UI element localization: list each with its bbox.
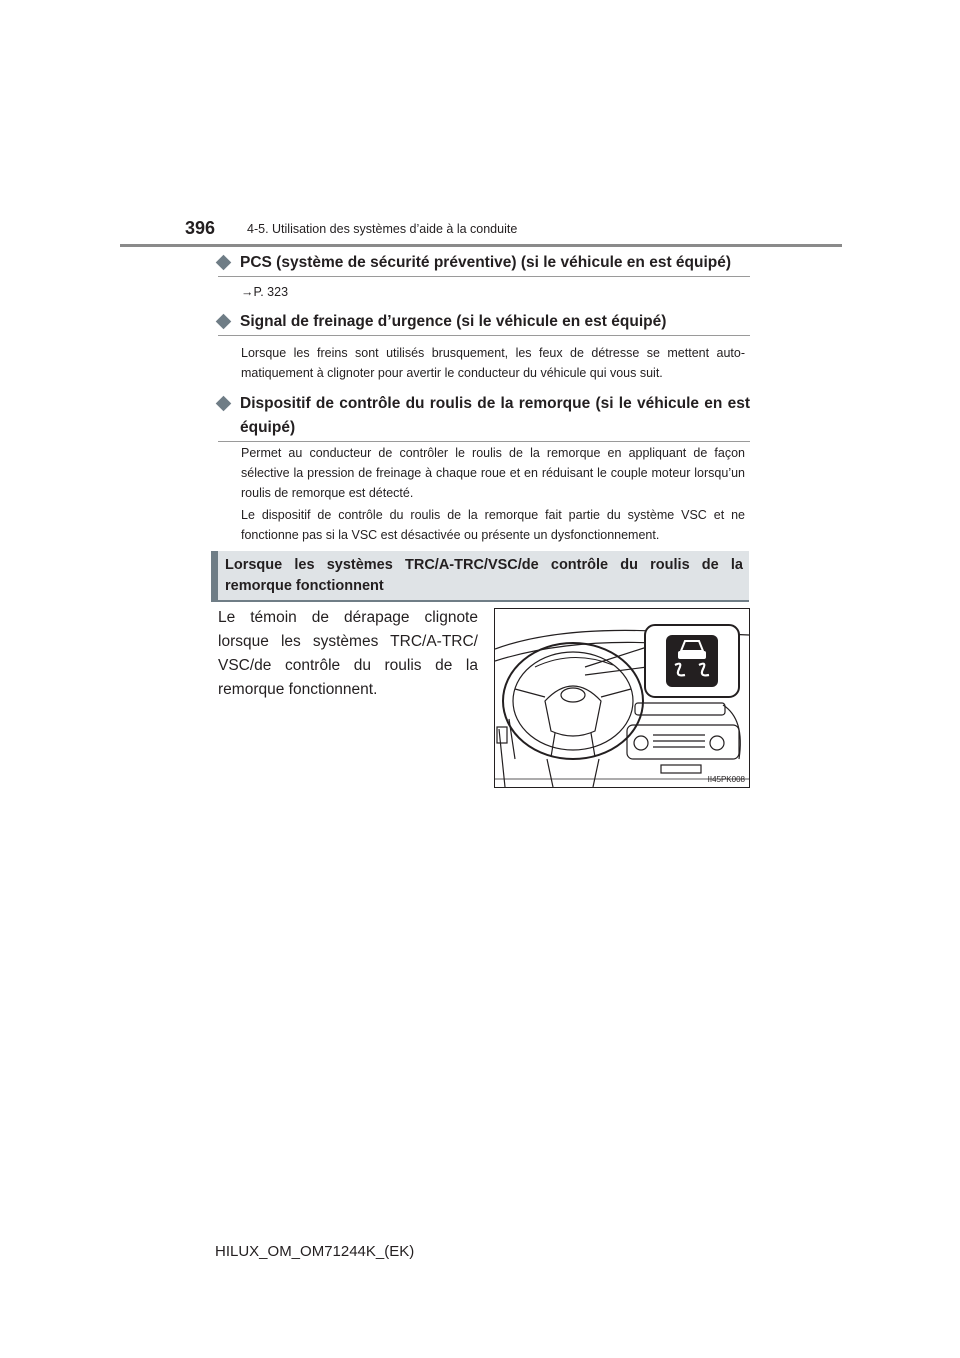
section-heading-pcs: [218, 251, 750, 275]
paragraph: Permet au conducteur de contrôler le roulis de la remorque en appliquant de façon sélective la pression de freinage à chaque roue et en réduisant le couple moteur lorsqu’un roulis de remorque est détecté.: [241, 446, 745, 500]
box-title-text: Lorsque les systèmes TRC/A-TRC/VSC/de contrôle du roulis de la remorque fonctionnent: [225, 557, 743, 594]
section-rule: [218, 276, 750, 277]
page-reference: →P. 323: [241, 285, 289, 299]
section-title: Dispositif de contrôle du roulis de la remorque (si le véhicule en est équipé): [240, 395, 750, 436]
box-accent-bar: [211, 551, 218, 600]
header-rule: [120, 244, 842, 247]
paragraph: Lorsque les freins sont utilisés brusquement, les feux de détresse se mettent auto-matiquement à clignoter pour avertir le conducteur du véhicule qui vous suit.: [241, 346, 745, 380]
section-title: Signal de freinage d’urgence (si le véhicule en est équipé): [240, 313, 667, 330]
dashboard-drawing: [495, 609, 749, 787]
page-number: 396: [185, 218, 216, 238]
dashboard-illustration: [494, 608, 750, 788]
document-code: HILUX_OM_OM71244K_(EK): [215, 1243, 415, 1260]
section-rule: [218, 441, 750, 442]
paragraph: Le dispositif de contrôle du roulis de la remorque fait partie du système VSC et ne fonctionne pas si la VSC est désactivée ou présente un dysfonctionnement.: [241, 508, 745, 542]
section-title: PCS (système de sécurité préventive) (si le véhicule en est équipé): [240, 254, 732, 271]
section-heading-trailer-sway-control: [218, 392, 750, 440]
info-box-title: [211, 551, 749, 602]
slip-indicator-icon: [666, 635, 718, 687]
chapter-title: 4-5. Utilisation des systèmes d’aide à la conduite: [247, 222, 518, 236]
figure-code: II45PK008: [707, 775, 745, 784]
box-body-text: Le témoin de dérapage clignote lorsque les systèmes TRC/A-TRC/ VSC/de contrôle du roulis de la remorque fonctionnent.: [218, 609, 478, 698]
section-rule: [218, 335, 750, 336]
section-heading-emergency-brake-signal: [218, 310, 750, 334]
